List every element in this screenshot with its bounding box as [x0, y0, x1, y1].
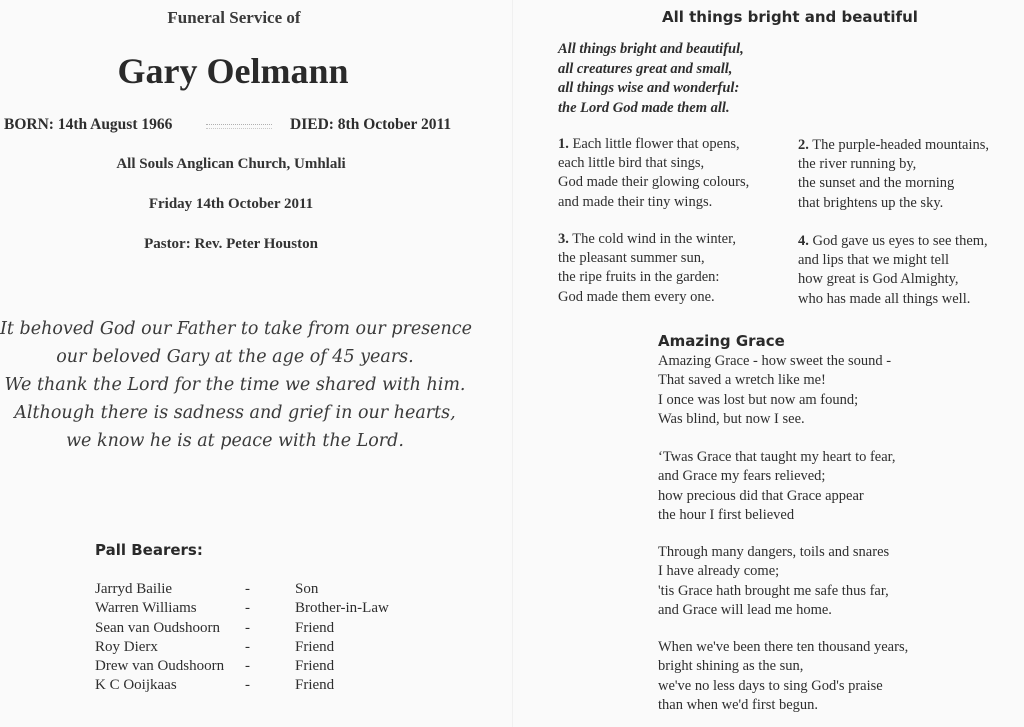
hymn1-verse-1: [558, 135, 749, 212]
verse-line: God made their glowing colours,: [558, 174, 750, 191]
pall-bearer-row: [95, 658, 435, 677]
verse-line: and lips that we might tell: [798, 252, 950, 269]
pall-bearer-relation: Friend: [295, 619, 335, 636]
pall-bearer-row: [95, 677, 435, 696]
verse-line: the pleasant summer sun,: [558, 250, 705, 267]
hymn2-title: Amazing Grace: [658, 332, 785, 350]
pall-bearer-relation: Friend: [295, 677, 335, 694]
tribute-line: we know he is at peace with the Lord.: [66, 431, 404, 451]
hymn2-verse-1: [658, 352, 891, 429]
verse-line: and Grace will lead me home.: [658, 601, 832, 618]
tribute-line: Although there is sadness and grief in our hearts,: [14, 403, 456, 423]
pall-bearer-name: K C Ooijkaas: [95, 677, 177, 694]
verse-line: that brightens up the sky.: [798, 194, 944, 211]
pall-bearer-relation: Friend: [295, 638, 335, 655]
verse-line: the hour I first believed: [658, 506, 795, 523]
right-page: [512, 0, 1024, 727]
hymn1-verse-2: [798, 136, 989, 213]
pall-bearer-name: Jarryd Bailie: [95, 581, 173, 597]
pall-bearer-relation: Friend: [295, 658, 335, 675]
verse-line: Was blind, but now I see.: [658, 410, 805, 427]
hymn1-title: All things bright and beautiful: [662, 8, 918, 26]
verse-line: the ripe fruits in the garden:: [558, 269, 720, 286]
pall-bearer-relation: Son: [295, 581, 319, 597]
pall-bearer-name: Drew van Oudshoorn: [95, 658, 225, 675]
verse-line: I once was lost but now am found;: [658, 391, 859, 408]
pastor-name: Pastor: Rev. Peter Houston: [144, 236, 318, 252]
pall-bearers-title: Pall Bearers:: [95, 541, 203, 559]
tribute-text: [0, 315, 470, 455]
verse-line: Amazing Grace - how sweet the sound -: [658, 353, 892, 369]
pall-bearer-name: Roy Dierx: [95, 638, 158, 655]
verse-number: 3.: [558, 231, 569, 247]
verse-line: each little bird that sings,: [558, 155, 705, 172]
verse-line: When we've been there ten thousand years,: [658, 639, 909, 655]
verse-line: ‘Twas Grace that taught my heart to fear,: [658, 449, 896, 465]
hymn2-verse-2: [658, 448, 896, 525]
pall-bearer-row: [95, 620, 435, 639]
verse-number: 4.: [798, 233, 809, 249]
tribute-line: We thank the Lord for the time we shared with him.: [4, 375, 466, 395]
verse-number: 2.: [798, 137, 809, 153]
tribute-line: It behoved God our Father to take from our presence: [0, 319, 472, 339]
hymn2-verse-3: [658, 543, 889, 620]
deceased-name: Gary Oelmann: [117, 51, 349, 91]
pall-bearer-dash: -: [245, 658, 250, 675]
verse-line: how precious did that Grace appear: [658, 487, 864, 504]
verse-line: That saved a wretch like me!: [658, 372, 826, 389]
verse-line: the river running by,: [798, 156, 917, 173]
chorus-line: All things bright and beautiful,: [558, 41, 744, 57]
verse-line-text: The purple-headed mountains,: [812, 137, 990, 153]
pall-bearers-list: [95, 581, 435, 697]
verse-line: [558, 135, 749, 154]
pall-bearer-name: Sean van Oudshoorn: [95, 619, 220, 636]
born-date: BORN: 14th August 1966: [4, 116, 173, 133]
verse-line-text: God gave us eyes to see them,: [812, 233, 988, 249]
hymn1-verse-3: [558, 230, 736, 307]
chorus-line: all things wise and wonderful:: [558, 80, 740, 96]
church-name: All Souls Anglican Church, Umhlali: [116, 156, 346, 172]
verse-line: we've no less days to sing God's praise: [658, 677, 883, 694]
chorus-line: the Lord God made them all.: [558, 99, 730, 116]
hymn2-verse-4: [658, 638, 908, 715]
hymn1-chorus: [558, 40, 744, 118]
verse-line: [798, 136, 989, 155]
pall-bearer-dash: -: [245, 581, 250, 597]
service-date: Friday 14th October 2011: [148, 196, 314, 212]
verse-line: God made them every one.: [558, 288, 715, 305]
verse-line: how great is God Almighty,: [798, 271, 959, 288]
verse-line-text: Each little flower that opens,: [572, 136, 740, 152]
pall-bearer-dash: -: [245, 638, 250, 655]
dates-divider: [206, 124, 272, 129]
verse-line: than when we'd first begun.: [658, 696, 819, 713]
verse-line: bright shining as the sun,: [658, 658, 804, 675]
verse-line: the sunset and the morning: [798, 175, 955, 192]
pall-bearer-row: [95, 639, 435, 658]
died-date: DIED: 8th October 2011: [290, 116, 452, 133]
verse-line: who has made all things well.: [798, 290, 971, 307]
chorus-line: all creatures great and small,: [558, 60, 733, 77]
pall-bearer-dash: -: [245, 600, 250, 617]
verse-line: [798, 232, 988, 251]
verse-line: Through many dangers, toils and snares: [658, 544, 890, 560]
verse-line: and made their tiny wings.: [558, 193, 713, 210]
verse-line-text: The cold wind in the winter,: [572, 231, 736, 247]
service-heading: Funeral Service of: [167, 8, 301, 27]
pall-bearer-dash: -: [245, 619, 250, 636]
pall-bearer-relation: Brother-in-Law: [295, 600, 389, 617]
verse-number: 1.: [558, 136, 569, 152]
verse-line: and Grace my fears relieved;: [658, 468, 826, 485]
tribute-line: our beloved Gary at the age of 45 years.: [56, 347, 414, 367]
pall-bearer-name: Warren Williams: [95, 600, 197, 617]
pall-bearer-dash: -: [245, 677, 250, 694]
hymn1-verse-4: [798, 232, 988, 309]
verse-line: I have already come;: [658, 563, 780, 580]
verse-line: [558, 230, 736, 249]
verse-line: 'tis Grace hath brought me safe thus far,: [658, 582, 889, 599]
pall-bearer-row: [95, 600, 435, 619]
pall-bearer-row: [95, 581, 435, 600]
